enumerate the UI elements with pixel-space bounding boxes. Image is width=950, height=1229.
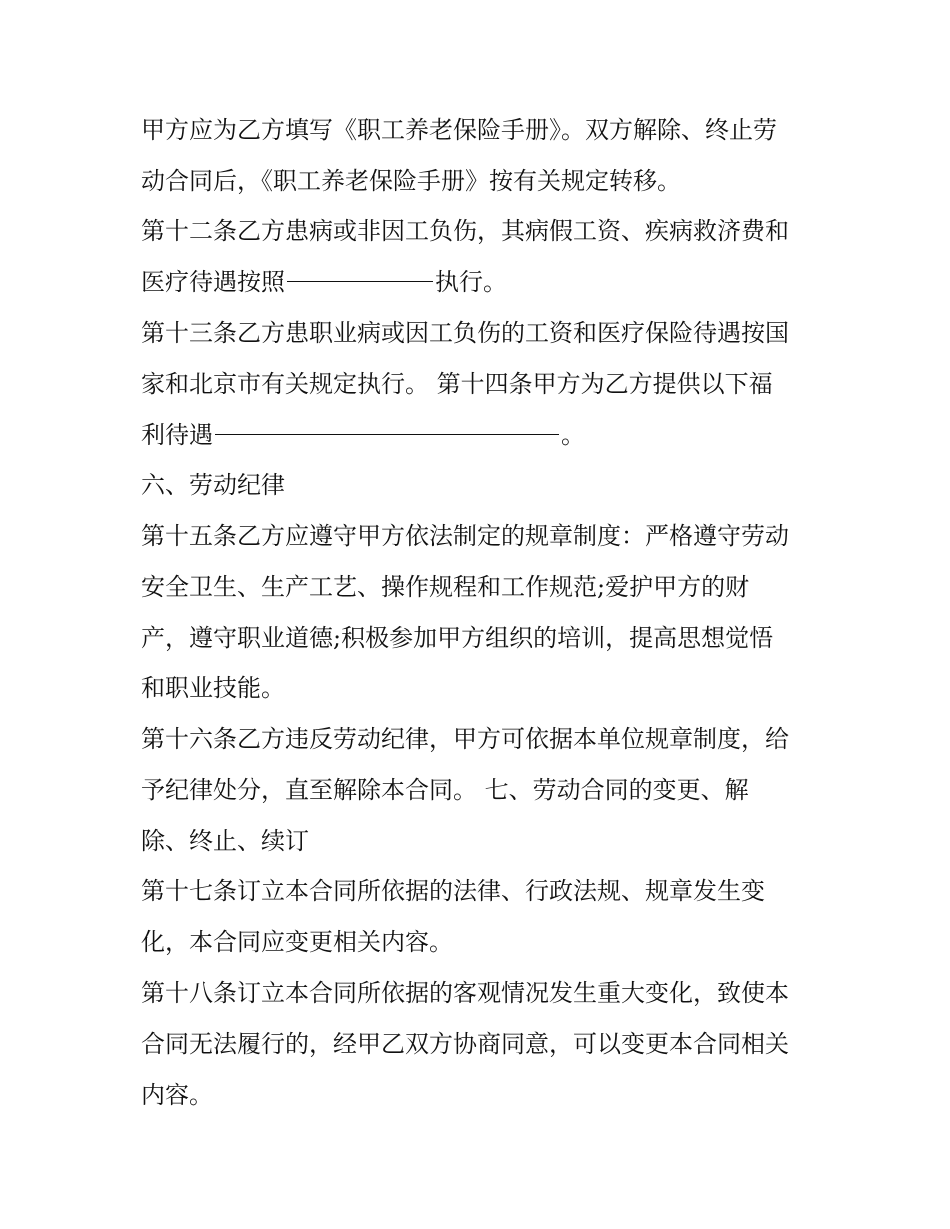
text-line: [141, 166, 841, 196]
text-line: [141, 826, 841, 856]
text-line: [141, 420, 841, 450]
line-text: 内容。: [141, 1081, 213, 1109]
text-line: [141, 724, 841, 754]
line-text: 合同无法履行的，经甲乙双方协商同意，可以变更本合同相关: [141, 1030, 789, 1058]
line-text: 医疗待遇按照: [141, 268, 285, 296]
line-text: 第十六条乙方违反劳动纪律，甲方可依据本单位规章制度，给: [141, 725, 789, 753]
text-line: [141, 623, 841, 653]
line-text: 产，遵守职业道德;积极参加甲方组织的培训，提高思想觉悟: [141, 624, 774, 652]
line-text-after-blank: 。: [561, 421, 585, 449]
line-text: 安全卫生、生产工艺、操作规程和工作规范;爱护甲方的财: [141, 573, 750, 601]
text-line: [141, 216, 841, 246]
text-line: [141, 775, 841, 805]
section-heading: [141, 470, 841, 500]
line-text: 第十七条订立本合同所依据的法律、行政法规、规章发生变: [141, 877, 765, 905]
text-line: [141, 927, 841, 957]
text-line: [141, 318, 841, 348]
line-text: 六、劳动纪律: [141, 471, 285, 499]
line-text: 化，本合同应变更相关内容。: [141, 928, 453, 956]
line-text: 第十三条乙方患职业病或因工负伤的工资和医疗保险待遇按国: [141, 319, 789, 347]
text-line: [141, 876, 841, 906]
line-text: 第十八条订立本合同所依据的客观情况发生重大变化，致使本: [141, 979, 789, 1007]
text-line: [141, 267, 841, 297]
line-text-after-blank: 执行。: [435, 268, 507, 296]
line-text: 甲方应为乙方填写《职工养老保险手册》。双方解除、终止劳: [141, 116, 777, 144]
text-line: [141, 978, 841, 1008]
line-text: 予纪律处分，直至解除本合同。 七、劳动合同的变更、解: [141, 776, 749, 804]
line-text: 和职业技能。: [141, 674, 285, 702]
line-text: 家和北京市有关规定执行。 第十四条甲方为乙方提供以下福: [141, 370, 773, 398]
line-text: 动合同后，《职工养老保险手册》按有关规定转移。: [141, 167, 681, 195]
line-text: 第十二条乙方患病或非因工负伤，其病假工资、疾病救济费和: [141, 217, 789, 245]
line-text: 利待遇: [141, 421, 213, 449]
fill-in-blank: [215, 434, 559, 435]
text-line: [141, 521, 841, 551]
line-text: 除、终止、续订: [141, 827, 309, 855]
text-line: [141, 1080, 841, 1110]
fill-in-blank: [287, 281, 433, 282]
text-line: [141, 1029, 841, 1059]
text-line: [141, 572, 841, 602]
text-line: [141, 673, 841, 703]
text-line: [141, 115, 841, 145]
line-text: 第十五条乙方应遵守甲方依法制定的规章制度：严格遵守劳动: [141, 522, 789, 550]
text-line: [141, 369, 841, 399]
